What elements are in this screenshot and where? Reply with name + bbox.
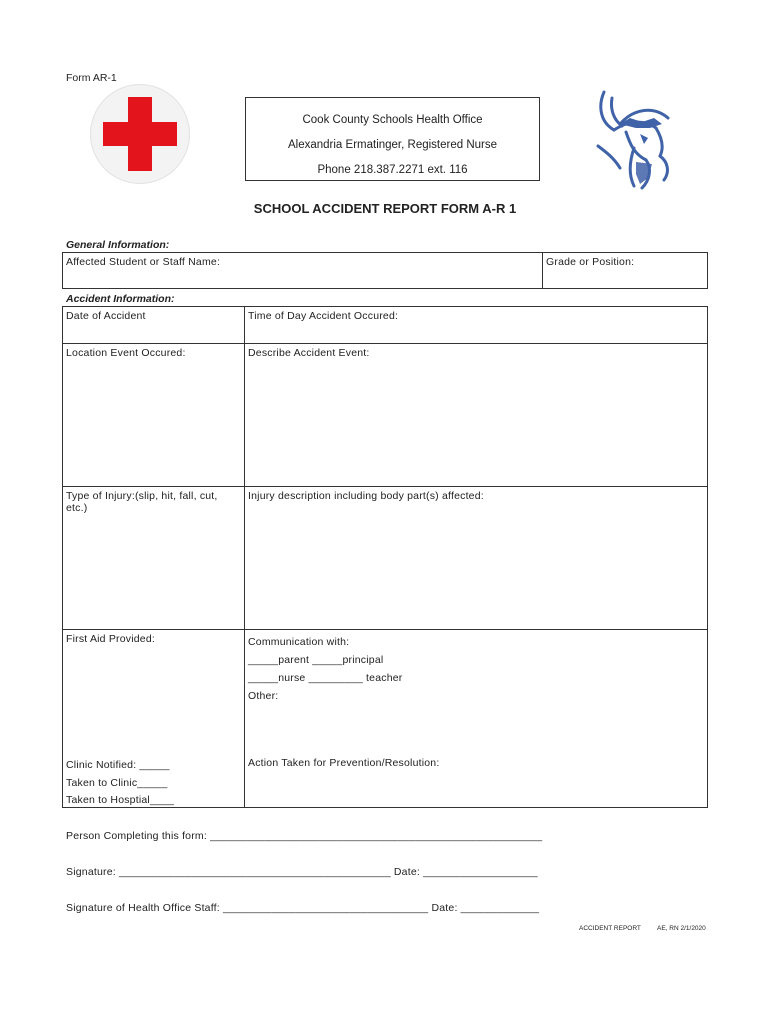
taken-to-hospital: Taken to Hosptial____ — [66, 794, 175, 806]
nurse-name: Alexandria Ermatinger, Registered Nurse — [287, 139, 498, 151]
staff-signature-line[interactable]: Signature of Health Office Staff: __________________________________ Date: _____________ — [66, 902, 540, 914]
location-field[interactable] — [63, 344, 245, 487]
communication-line-2: _____nurse _________ teacher — [248, 672, 403, 684]
injury-type-field[interactable] — [63, 487, 245, 630]
time-field[interactable] — [245, 307, 708, 344]
health-office-box — [245, 97, 540, 181]
communication-line-1: _____parent _____principal — [248, 654, 384, 666]
footer-doc-name: ACCIDENT REPORT — [579, 925, 641, 932]
communication-label: Communication with: — [248, 636, 350, 648]
date-field[interactable] — [63, 307, 245, 344]
office-phone: Phone 218.387.2271 ext. 116 — [317, 164, 468, 176]
communication-other: Other: — [248, 690, 279, 702]
grade-label: Grade or Position: — [546, 256, 635, 268]
red-cross-icon — [90, 84, 190, 184]
grade-field[interactable] — [543, 253, 708, 289]
name-field[interactable] — [63, 253, 543, 289]
general-info-heading: General Information: — [66, 239, 170, 251]
page-title: SCHOOL ACCIDENT REPORT FORM A-R 1 — [253, 201, 517, 216]
location-label: Location Event Occured: — [66, 347, 186, 359]
office-name: Cook County Schools Health Office — [302, 114, 483, 126]
accident-info-heading: Accident Information: — [66, 293, 175, 305]
communication-field[interactable] — [245, 630, 708, 808]
injury-desc-label: Injury description including body part(s) affected: — [248, 490, 484, 502]
general-info-table — [62, 252, 708, 289]
action-taken-label: Action Taken for Prevention/Resolution: — [248, 757, 440, 769]
first-aid-label: First Aid Provided: — [66, 633, 155, 645]
footer-doc-code: AE, RN 2/1/2020 — [657, 925, 706, 932]
accident-info-table — [62, 306, 708, 808]
time-label: Time of Day Accident Occured: — [248, 310, 399, 322]
injury-type-label: Type of Injury:(slip, hit, fall, cut, etc.) — [66, 490, 218, 514]
injury-desc-field[interactable] — [245, 487, 708, 630]
describe-label: Describe Accident Event: — [248, 347, 370, 359]
date-label: Date of Accident — [66, 310, 146, 322]
first-aid-field[interactable] — [63, 630, 245, 808]
viking-logo-icon — [590, 88, 676, 197]
name-label: Affected Student or Staff Name: — [66, 256, 221, 268]
person-completing-line[interactable]: Person Completing this form: _______________________________________________________ — [66, 830, 543, 842]
clinic-notified: Clinic Notified: _____ — [66, 759, 170, 771]
signature-line[interactable]: Signature: _____________________________________________ Date: ___________________ — [66, 866, 538, 878]
describe-field[interactable] — [245, 344, 708, 487]
form-id: Form AR-1 — [66, 72, 117, 84]
taken-to-clinic: Taken to Clinic_____ — [66, 776, 168, 789]
